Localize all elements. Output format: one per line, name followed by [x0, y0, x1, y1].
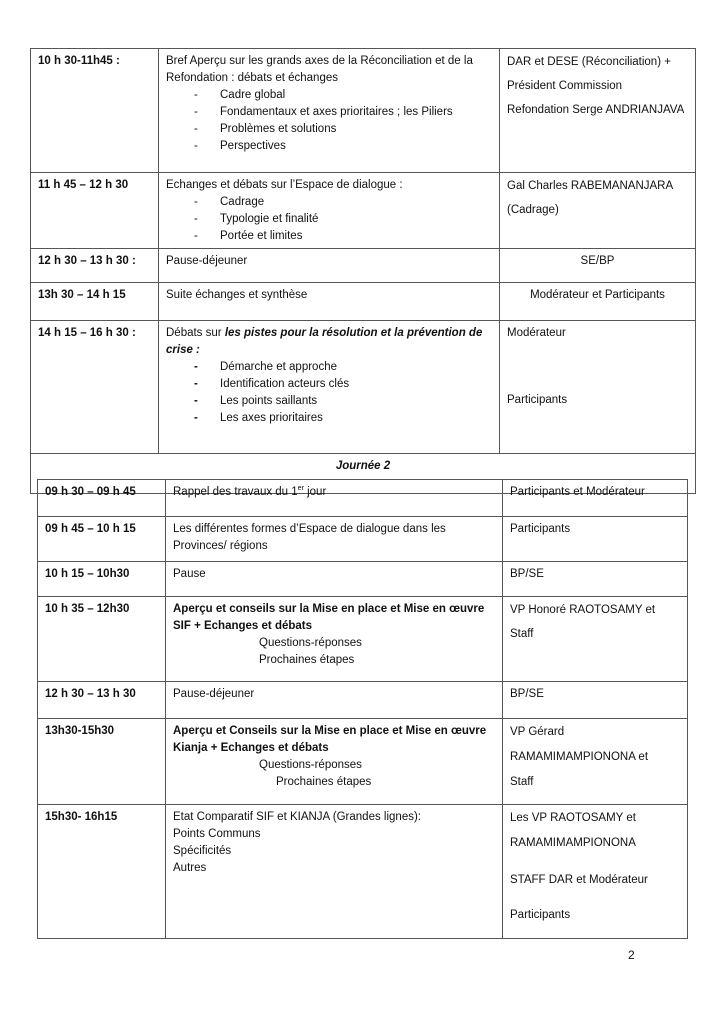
time-cell: 15h30- 16h15 [38, 805, 166, 939]
list-item: - Cadrage [194, 194, 492, 211]
activity-subline: Questions-réponses [259, 759, 362, 771]
table-row [38, 517, 688, 562]
activity-cell [159, 173, 500, 249]
time-cell: 10 h 15 – 10h30 [38, 562, 166, 597]
activity-intro [166, 325, 492, 359]
list-item: - Portée et limites [194, 228, 492, 245]
responsible-cell [503, 719, 688, 805]
responsible-cell: Participants [503, 517, 688, 562]
table-row [31, 249, 696, 283]
activity-list [166, 87, 492, 155]
responsible-line: Participants [507, 394, 568, 406]
table-row [38, 682, 688, 719]
list-item: - Problèmes et solutions [194, 121, 492, 138]
responsible-line: (Cadrage) [507, 204, 559, 216]
activity-cell [159, 49, 500, 173]
activity-subline: Questions-réponses [259, 637, 362, 649]
time-cell: 10 h 30-11h45 : [31, 49, 159, 173]
activity-title: Aperçu et conseils sur la Mise en place et Mise en œuvre SIF + Echanges et débats [173, 603, 485, 632]
responsible-cell: BP/SE [503, 682, 688, 719]
schedule-table-day2 [37, 479, 688, 939]
responsible-cell [500, 173, 696, 249]
activity-text: jour [303, 486, 327, 498]
time-cell: 13h 30 – 14 h 15 [31, 283, 159, 321]
superscript: er [297, 485, 304, 493]
responsible-cell [503, 805, 688, 939]
activity-subline: Prochaines étapes [259, 654, 355, 666]
table-row [38, 719, 688, 805]
responsible-line: VP Gérard [510, 726, 565, 738]
responsible-cell: SE/BP [500, 249, 696, 283]
table-row [38, 597, 688, 682]
table-row [31, 173, 696, 249]
responsible-cell: Participants et Modérateur [503, 480, 688, 517]
time-cell: 12 h 30 – 13 h 30 : [31, 249, 159, 283]
activity-intro: Echanges et débats sur l’Espace de dialogue : [166, 179, 403, 191]
list-item: - Typologie et finalité [194, 211, 492, 228]
responsible-cell [500, 321, 696, 454]
table-row [38, 480, 688, 517]
activity-line: Points Communs [173, 828, 261, 840]
time-cell: 10 h 35 – 12h30 [38, 597, 166, 682]
activity-cell [166, 719, 503, 805]
time-cell: 09 h 45 – 10 h 15 [38, 517, 166, 562]
responsible-line: Staff [510, 628, 534, 640]
responsible-cell: BP/SE [503, 562, 688, 597]
activity-cell: Les différentes formes d’Espace de dialogue dans les Provinces/ régions [166, 517, 503, 562]
list-item: - Démarche et approche [194, 359, 492, 376]
time-cell: 09 h 30 – 09 h 45 [38, 480, 166, 517]
responsible-line: Participants [510, 909, 571, 921]
activity-cell [159, 321, 500, 454]
activity-list [166, 359, 492, 427]
list-item: - Les points saillants [194, 393, 492, 410]
responsible-line: RAMAMIMAMPIONONA et [510, 751, 649, 763]
responsible-line: Refondation Serge ANDRIANJAVA [507, 104, 685, 116]
activity-cell: Suite échanges et synthèse [159, 283, 500, 321]
responsible-line: Modérateur [507, 327, 566, 339]
list-item: - Cadre global [194, 87, 492, 104]
responsible-line: Président Commission [507, 80, 623, 92]
table-row [31, 283, 696, 321]
responsible-line: DAR et DESE (Réconciliation) + [507, 56, 671, 68]
responsible-line: Les VP RAOTOSAMY et [510, 812, 636, 824]
table-row [31, 49, 696, 173]
table-row [38, 562, 688, 597]
activity-cell: Pause [166, 562, 503, 597]
responsible-line: STAFF DAR et Modérateur [510, 874, 648, 886]
activity-prefix: Débats sur [166, 327, 225, 339]
activity-cell [166, 597, 503, 682]
table-row [31, 321, 696, 454]
responsible-cell [500, 49, 696, 173]
activity-title: Aperçu et Conseils sur la Mise en place et Mise en œuvre Kianja + Echanges et débats [173, 725, 487, 754]
table-row [38, 805, 688, 939]
responsible-line: Gal Charles RABEMANANJARA [507, 180, 674, 192]
responsible-line: Staff [510, 776, 534, 788]
time-cell: 14 h 15 – 16 h 30 : [31, 321, 159, 454]
activity-intro: Bref Aperçu sur les grands axes de la Réconciliation et de la Refondation : débats et échanges [166, 55, 473, 84]
time-cell: 13h30-15h30 [38, 719, 166, 805]
activity-cell [166, 805, 503, 939]
activity-emphasis: les pistes pour la résolution et la prévention de crise : [166, 327, 483, 356]
responsible-cell: Modérateur et Participants [500, 283, 696, 321]
list-item: - Perspectives [194, 138, 492, 155]
time-cell: 12 h 30 – 13 h 30 [38, 682, 166, 719]
activity-cell: Pause-déjeuner [166, 682, 503, 719]
list-item: - Fondamentaux et axes prioritaires ; les Piliers [194, 104, 492, 121]
activity-cell: Pause-déjeuner [159, 249, 500, 283]
activity-text: Rappel des travaux du 1 [173, 486, 298, 498]
list-item: - Identification acteurs clés [194, 376, 492, 393]
activity-line: Spécificités [173, 845, 232, 857]
responsible-line: RAMAMIMAMPIONONA [510, 837, 636, 849]
time-cell: 11 h 45 – 12 h 30 [31, 173, 159, 249]
responsible-line: VP Honoré RAOTOSAMY et [510, 604, 656, 616]
activity-list [166, 194, 492, 245]
activity-line: Autres [173, 862, 207, 874]
page-number: 2 [628, 948, 635, 962]
activity-subline: Prochaines étapes [276, 776, 372, 788]
responsible-cell [503, 597, 688, 682]
list-item: - Les axes prioritaires [194, 410, 492, 427]
activity-cell [166, 480, 503, 517]
section-heading-journee-2: Journée 2 [31, 454, 696, 494]
schedule-table-day1 [30, 48, 696, 494]
activity-line: Etat Comparatif SIF et KIANJA (Grandes lignes): [173, 811, 421, 823]
